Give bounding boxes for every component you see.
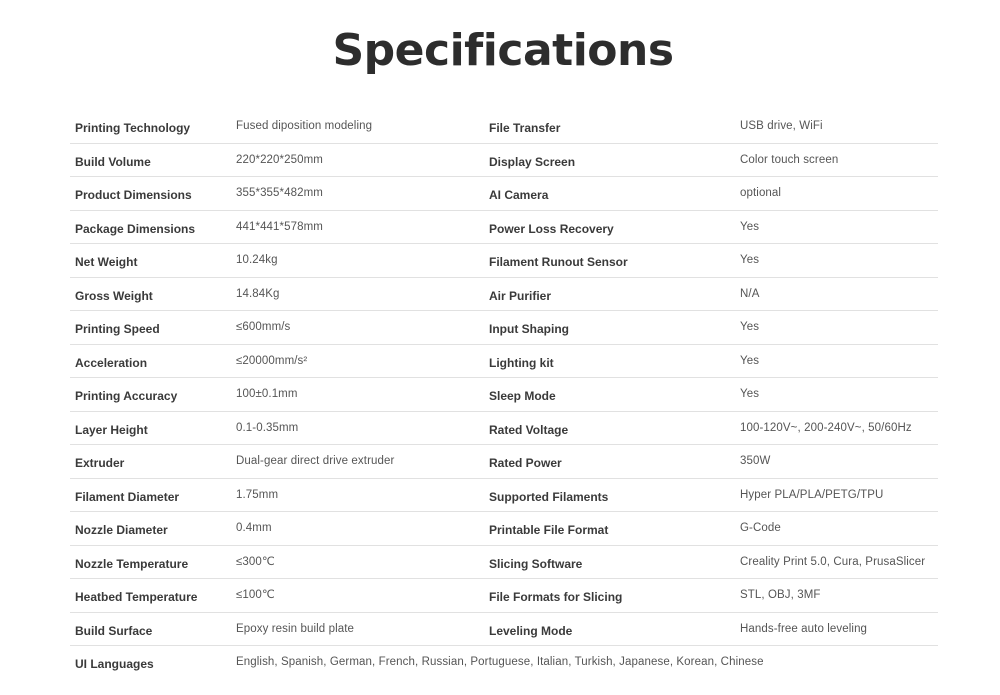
spec-label: Printing Technology — [75, 121, 191, 135]
spec-row — [70, 613, 938, 647]
spec-label: Supported Filaments — [489, 489, 609, 504]
spec-label: AI Camera — [489, 188, 549, 202]
spec-value: ≤300℃ — [236, 555, 275, 568]
spec-label: Printable File Format — [489, 523, 609, 537]
spec-row — [70, 445, 938, 479]
spec-value: 355*355*482mm — [236, 187, 323, 199]
spec-value: G-Code — [740, 522, 781, 534]
spec-row — [70, 211, 938, 245]
spec-label: Sleep Mode — [489, 389, 556, 403]
spec-value: Yes — [740, 388, 760, 400]
spec-value: 0.4mm — [236, 522, 272, 534]
spec-label: Rated Voltage — [489, 422, 569, 437]
spec-label: Lighting kit — [489, 355, 554, 370]
spec-value: USB drive, WiFi — [740, 120, 823, 132]
spec-value: 100±0.1mm — [236, 388, 298, 400]
spec-row — [70, 579, 938, 613]
spec-label: Build Surface — [75, 623, 153, 638]
spec-label: Input Shaping — [489, 322, 569, 336]
spec-value: Color touch screen — [740, 153, 839, 166]
spec-label: Acceleration — [75, 355, 148, 370]
spec-row — [70, 144, 938, 178]
spec-row — [70, 110, 938, 144]
spec-value: 0.1-0.35mm — [236, 421, 299, 434]
spec-label: Nozzle Diameter — [75, 523, 168, 537]
spec-label: Gross Weight — [75, 288, 153, 303]
spec-value: Hands-free auto leveling — [740, 622, 868, 635]
spec-label: Product Dimensions — [75, 188, 192, 202]
spec-value: ≤100℃ — [236, 589, 275, 601]
spec-label: Net Weight — [75, 255, 138, 269]
spec-row-languages — [70, 646, 938, 680]
spec-row — [70, 378, 938, 412]
spec-value: N/A — [740, 287, 760, 300]
spec-row — [70, 278, 938, 312]
spec-row — [70, 177, 938, 211]
spec-value: 441*441*578mm — [236, 220, 323, 233]
spec-row — [70, 412, 938, 446]
spec-label: Printing Accuracy — [75, 389, 178, 403]
spec-row — [70, 479, 938, 513]
spec-label: Display Screen — [489, 154, 576, 169]
spec-value: 14.84Kg — [236, 287, 280, 300]
spec-label: Layer Height — [75, 422, 148, 437]
spec-value: Yes — [740, 254, 760, 266]
spec-label: Slicing Software — [489, 556, 583, 571]
spec-label: Filament Runout Sensor — [489, 255, 628, 269]
spec-row — [70, 512, 938, 546]
spec-label: Rated Power — [489, 456, 562, 470]
spec-value: Creality Print 5.0, Cura, PrusaSlicer — [740, 555, 926, 568]
spec-value: ≤20000mm/s² — [236, 354, 308, 367]
spec-label: Filament Diameter — [75, 489, 180, 504]
spec-label: Package Dimensions — [75, 221, 196, 236]
spec-label: Extruder — [75, 456, 125, 470]
spec-value: Hyper PLA/PLA/PETG/TPU — [740, 488, 884, 501]
spec-label: Printing Speed — [75, 322, 160, 336]
spec-value: optional — [740, 187, 782, 199]
spec-value: Dual-gear direct drive extruder — [236, 455, 395, 467]
spec-label: Nozzle Temperature — [75, 556, 189, 571]
spec-label: Air Purifier — [489, 288, 552, 303]
spec-label: UI Languages — [75, 657, 154, 671]
spec-value: Epoxy resin build plate — [236, 622, 355, 635]
spec-label: File Formats for Slicing — [489, 590, 623, 604]
spec-value: Fused diposition modeling — [236, 120, 373, 132]
spec-row — [70, 546, 938, 580]
spec-value: 1.75mm — [236, 488, 279, 501]
spec-value: STL, OBJ, 3MF — [740, 589, 821, 601]
spec-value: 100-120V~, 200-240V~, 50/60Hz — [740, 421, 912, 434]
spec-value: ≤600mm/s — [236, 321, 291, 333]
spec-label: File Transfer — [489, 121, 561, 135]
page-title: Specifications — [332, 25, 674, 76]
spec-value: 220*220*250mm — [236, 153, 323, 166]
spec-label: Leveling Mode — [489, 623, 573, 638]
spec-value: English, Spanish, German, French, Russian, Portuguese, Italian, Turkish, Japanese, Korean, Chinese — [236, 656, 764, 668]
spec-value: 350W — [740, 455, 771, 467]
spec-value: Yes — [740, 321, 760, 333]
spec-value: Yes — [740, 354, 760, 367]
spec-row — [70, 345, 938, 379]
spec-label: Build Volume — [75, 154, 151, 169]
spec-row — [70, 311, 938, 345]
spec-label: Heatbed Temperature — [75, 590, 198, 604]
spec-value: 10.24kg — [236, 254, 278, 266]
specs-table — [70, 110, 938, 680]
spec-row — [70, 244, 938, 278]
spec-value: Yes — [740, 220, 760, 233]
spec-label: Power Loss Recovery — [489, 221, 614, 236]
